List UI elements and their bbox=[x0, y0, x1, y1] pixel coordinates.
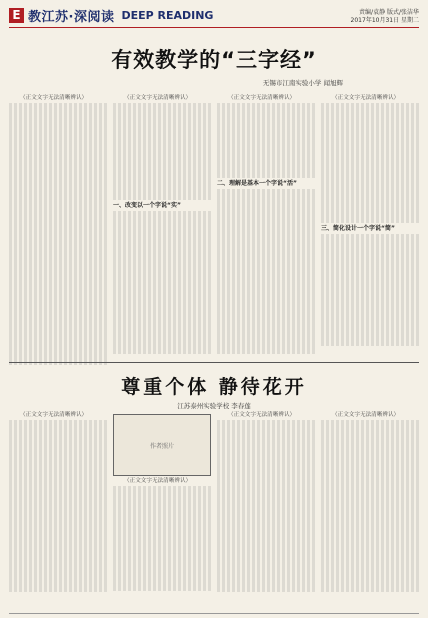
article1-column-4 bbox=[321, 95, 419, 365]
article2-paragraph: （正文文字无法清晰辨认） bbox=[20, 412, 88, 418]
article1-body bbox=[9, 95, 419, 365]
article2-column-3 bbox=[217, 412, 315, 592]
article-divider bbox=[9, 362, 419, 363]
masthead-info bbox=[351, 9, 419, 25]
masthead-left bbox=[9, 6, 213, 25]
article1-paragraph: （正文文字无法清晰辨认） bbox=[228, 95, 296, 101]
article2-paragraph: （正文文字无法清晰辨认） bbox=[228, 412, 296, 418]
author-photo bbox=[113, 414, 211, 476]
article1-subhead: 三、简化设计一个字说“简” bbox=[321, 224, 395, 232]
article2-paragraph: （正文文字无法清晰辨认） bbox=[124, 478, 192, 484]
masthead bbox=[9, 6, 419, 28]
article1-paragraph: （正文文字无法清晰辨认） bbox=[124, 95, 192, 101]
article2-headline: 尊重个体 静待花开 bbox=[121, 376, 307, 398]
section-letter: E bbox=[9, 8, 24, 23]
article2-column-1 bbox=[9, 412, 107, 592]
article2-paragraph: （正文文字无法清晰辨认） bbox=[332, 412, 400, 418]
article2-column-4 bbox=[321, 412, 419, 592]
article1-column-1 bbox=[9, 95, 107, 365]
article2-column-2 bbox=[113, 412, 211, 592]
article1-column-3 bbox=[217, 95, 315, 365]
article2-body bbox=[9, 412, 419, 592]
article1-headline: 有效教学的“三字经” bbox=[111, 48, 317, 72]
article1-byline: 无锡市江南实验小学 闻旭辉 bbox=[262, 79, 343, 87]
article1-subhead: 一、改变以一个字说“实” bbox=[113, 202, 181, 209]
article1-subhead: 二、理解是基本一个字说“活” bbox=[217, 179, 297, 187]
issue-date: 2017年10月31日 星期二 bbox=[350, 17, 419, 24]
editor-info: 责编/袁静 版式/张洁华 bbox=[359, 9, 419, 16]
section-title-en: DEEP READING bbox=[121, 9, 214, 22]
article1-column-2 bbox=[113, 95, 211, 365]
author-photo-caption: 作者照片 bbox=[149, 442, 174, 450]
page-footer-rule bbox=[9, 613, 419, 614]
article2-byline: 江苏泰州实验学校 李春莲 bbox=[177, 402, 251, 410]
section-title: 教江苏·深阅读 bbox=[28, 10, 115, 25]
article1-paragraph: （正文文字无法清晰辨认） bbox=[332, 95, 400, 101]
article1-paragraph: （正文文字无法清晰辨认） bbox=[20, 95, 88, 101]
